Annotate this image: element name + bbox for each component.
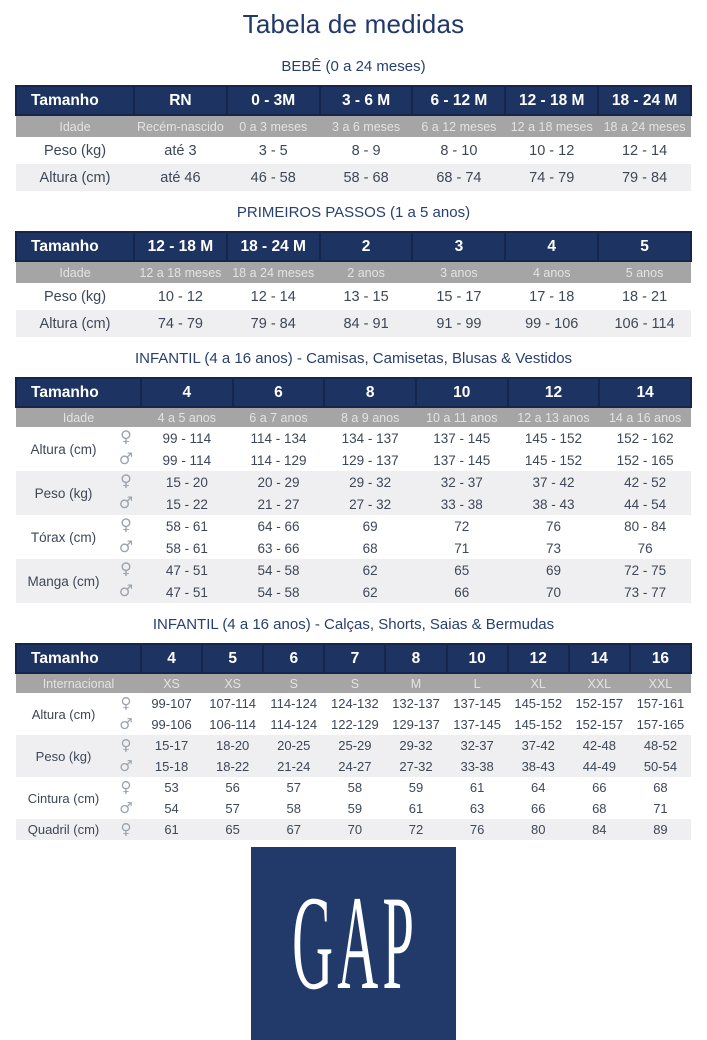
column-header: 12 - 18 M <box>134 232 227 261</box>
cell: 47 - 51 <box>141 559 233 581</box>
cell: 74 - 79 <box>134 310 227 337</box>
gender-cell <box>111 714 141 735</box>
cell: 33 - 38 <box>416 493 508 515</box>
column-header: 6 <box>263 644 324 673</box>
section-infantil-calcas <box>0 616 707 840</box>
column-header: Tamanho <box>16 232 134 261</box>
cell: 145-152 <box>508 693 569 714</box>
cell: 76 <box>447 819 508 840</box>
female-icon: ♀ <box>120 515 132 534</box>
male-icon: ♂ <box>118 581 134 600</box>
cell: 68 <box>324 537 416 559</box>
subheader-cell: 2 anos <box>320 261 413 283</box>
subheader-cell: 6 a 12 meses <box>412 115 505 137</box>
cell: 57 <box>263 777 324 798</box>
cell: 25-29 <box>324 735 385 756</box>
column-header: 16 <box>630 644 691 673</box>
subheader-label: Idade <box>16 261 134 283</box>
cell: 58 - 61 <box>141 537 233 559</box>
column-header: 12 <box>508 378 600 407</box>
cell: 114 - 134 <box>233 427 325 449</box>
cell: 84 - 91 <box>320 310 413 337</box>
cell: 18 - 21 <box>598 283 691 310</box>
column-header: 18 - 24 M <box>598 86 691 115</box>
cell: 76 <box>599 537 691 559</box>
cell: 68 - 74 <box>412 164 505 191</box>
cell: 15-17 <box>141 735 202 756</box>
row-label: Peso (kg) <box>16 735 111 777</box>
cell: 15 - 20 <box>141 471 233 493</box>
cell: 66 <box>569 777 630 798</box>
column-header: 5 <box>202 644 263 673</box>
gender-cell <box>111 427 141 449</box>
row-label: Altura (cm) <box>16 164 134 191</box>
cell: 38 - 43 <box>508 493 600 515</box>
gender-cell <box>111 798 141 819</box>
column-header: 3 <box>412 232 505 261</box>
gender-cell <box>111 559 141 581</box>
cell: 18-22 <box>202 756 263 777</box>
cell: 13 - 15 <box>320 283 413 310</box>
cell: 79 - 84 <box>598 164 691 191</box>
cell: 124-132 <box>324 693 385 714</box>
cell: 64 <box>508 777 569 798</box>
cell: 71 <box>416 537 508 559</box>
subheader-cell: 18 a 24 meses <box>598 115 691 137</box>
header-row <box>16 378 691 407</box>
size-chart-page <box>0 9 707 1040</box>
cell: 56 <box>202 777 263 798</box>
cell: 107-114 <box>202 693 263 714</box>
table-row <box>16 798 691 819</box>
subheader-cell: 4 anos <box>505 261 598 283</box>
subheader-cell: 12 a 18 meses <box>134 261 227 283</box>
column-header: 12 <box>508 644 569 673</box>
cell: 21 - 27 <box>233 493 325 515</box>
cell: 54 - 58 <box>233 581 325 603</box>
cell: 99 - 106 <box>505 310 598 337</box>
cell: 42 - 52 <box>599 471 691 493</box>
gender-cell <box>111 693 141 714</box>
cell: 20 - 29 <box>233 471 325 493</box>
gap-logo <box>251 847 456 1040</box>
cell: 58 <box>263 798 324 819</box>
table-row <box>16 283 691 310</box>
subheader-cell: 10 a 11 anos <box>416 407 508 427</box>
cell: 37-42 <box>508 735 569 756</box>
table-row <box>16 515 691 537</box>
section-title: BEBÊ (0 a 24 meses) <box>281 58 426 75</box>
male-icon: ♂ <box>119 798 133 817</box>
male-icon: ♂ <box>119 756 133 775</box>
cell: 61 <box>385 798 446 819</box>
cell: 20-25 <box>263 735 324 756</box>
table-infantil-camisas <box>15 377 692 603</box>
column-header: 8 <box>385 644 446 673</box>
table-row <box>16 777 691 798</box>
table-row <box>16 756 691 777</box>
section-title: PRIMEIROS PASSOS (1 a 5 anos) <box>236 204 471 221</box>
section-infantil-camisas <box>0 350 707 603</box>
cell: 57 <box>202 798 263 819</box>
cell: 54 <box>141 798 202 819</box>
cell: 72 <box>416 515 508 537</box>
column-header: 6 <box>233 378 325 407</box>
subheader-cell: Recém-nascido <box>134 115 227 137</box>
cell: 18-20 <box>202 735 263 756</box>
cell: 129 - 137 <box>324 449 416 471</box>
table-row <box>16 471 691 493</box>
cell: 62 <box>324 559 416 581</box>
gender-cell <box>111 756 141 777</box>
row-label: Tórax (cm) <box>16 515 111 559</box>
header-row <box>16 232 691 261</box>
column-header: Tamanho <box>16 86 134 115</box>
female-icon: ♀ <box>120 471 132 490</box>
cell: 59 <box>385 777 446 798</box>
cell: 70 <box>508 581 600 603</box>
cell: 54 - 58 <box>233 559 325 581</box>
gender-cell <box>111 735 141 756</box>
female-icon: ♀ <box>120 735 132 754</box>
cell: 122-129 <box>324 714 385 735</box>
cell: 47 - 51 <box>141 581 233 603</box>
row-label: Cintura (cm) <box>16 777 111 819</box>
table-row <box>16 427 691 449</box>
female-icon: ♀ <box>120 559 132 578</box>
column-header: Tamanho <box>16 378 141 407</box>
column-header: 2 <box>320 232 413 261</box>
column-header: 5 <box>598 232 691 261</box>
cell: 74 - 79 <box>505 164 598 191</box>
cell: 58 - 61 <box>141 515 233 537</box>
cell: 99 - 114 <box>141 427 233 449</box>
table-row <box>16 449 691 471</box>
gender-cell <box>111 449 141 471</box>
header-row <box>16 644 691 673</box>
subheader-cell: XXL <box>630 673 691 693</box>
table-row <box>16 310 691 337</box>
row-label: Peso (kg) <box>16 471 111 515</box>
table-row <box>16 137 691 164</box>
row-label: Manga (cm) <box>16 559 111 603</box>
cell: 37 - 42 <box>508 471 600 493</box>
subheader-cell: XS <box>141 673 202 693</box>
cell: 72 <box>385 819 446 840</box>
cell: 12 - 14 <box>227 283 320 310</box>
gender-cell <box>111 493 141 515</box>
subheader-cell: XL <box>508 673 569 693</box>
cell: 91 - 99 <box>412 310 505 337</box>
cell: 8 - 9 <box>320 137 413 164</box>
gap-logo-text: GAP <box>292 869 419 1018</box>
cell: 99-107 <box>141 693 202 714</box>
cell: 145 - 152 <box>508 427 600 449</box>
subheader-cell: 0 a 3 meses <box>227 115 320 137</box>
cell: 68 <box>569 798 630 819</box>
column-header: 6 - 12 M <box>412 86 505 115</box>
gender-cell <box>111 471 141 493</box>
cell: 84 <box>569 819 630 840</box>
cell: 67 <box>263 819 324 840</box>
column-header: 10 <box>416 378 508 407</box>
cell: 12 - 14 <box>598 137 691 164</box>
row-label: Peso (kg) <box>16 137 134 164</box>
table-row <box>16 819 691 840</box>
cell: 53 <box>141 777 202 798</box>
column-header: 14 <box>569 644 630 673</box>
subheader-row <box>16 673 691 693</box>
subheader-cell: 12 a 18 meses <box>505 115 598 137</box>
subheader-cell: M <box>385 673 446 693</box>
header-row <box>16 86 691 115</box>
cell: 58 <box>324 777 385 798</box>
subheader-cell: 4 a 5 anos <box>141 407 233 427</box>
table-row <box>16 714 691 735</box>
cell: 132-137 <box>385 693 446 714</box>
subheader-label: Idade <box>16 115 134 137</box>
cell: 8 - 10 <box>412 137 505 164</box>
cell: 64 - 66 <box>233 515 325 537</box>
table-row <box>16 559 691 581</box>
section-primeiros-passos <box>0 204 707 337</box>
female-icon: ♀ <box>120 693 132 712</box>
cell: 68 <box>630 777 691 798</box>
cell: 145 - 152 <box>508 449 600 471</box>
gender-cell <box>111 581 141 603</box>
page-title: Tabela de medidas <box>242 9 465 39</box>
table-row <box>16 537 691 559</box>
cell: 106 - 114 <box>598 310 691 337</box>
cell: até 46 <box>134 164 227 191</box>
section-title: INFANTIL (4 a 16 anos) - Calças, Shorts, Saias & Bermudas <box>152 616 555 633</box>
female-icon: ♀ <box>120 427 132 446</box>
cell: 61 <box>141 819 202 840</box>
cell: 99-106 <box>141 714 202 735</box>
cell: 70 <box>324 819 385 840</box>
cell: 129-137 <box>385 714 446 735</box>
subheader-cell: 8 a 9 anos <box>324 407 416 427</box>
cell: 15-18 <box>141 756 202 777</box>
cell: 157-165 <box>630 714 691 735</box>
table-row <box>16 164 691 191</box>
cell: 76 <box>508 515 600 537</box>
cell: 48-52 <box>630 735 691 756</box>
cell: 24-27 <box>324 756 385 777</box>
column-header: 4 <box>141 644 202 673</box>
cell: 80 <box>508 819 569 840</box>
table-row <box>16 581 691 603</box>
cell: 152-157 <box>569 693 630 714</box>
subheader-cell: 18 a 24 meses <box>227 261 320 283</box>
cell: 29-32 <box>385 735 446 756</box>
cell: 114-124 <box>263 693 324 714</box>
cell: 27 - 32 <box>324 493 416 515</box>
cell: 33-38 <box>447 756 508 777</box>
table-infantil-calcas <box>15 643 692 840</box>
table-bebe <box>15 85 692 191</box>
subheader-cell: L <box>447 673 508 693</box>
cell: 42-48 <box>569 735 630 756</box>
subheader-cell: 14 a 16 anos <box>599 407 691 427</box>
table-row <box>16 735 691 756</box>
cell: 69 <box>324 515 416 537</box>
cell: 44 - 54 <box>599 493 691 515</box>
subheader-cell: S <box>324 673 385 693</box>
gender-cell <box>111 515 141 537</box>
cell: 73 <box>508 537 600 559</box>
cell: 10 - 12 <box>505 137 598 164</box>
cell: 72 - 75 <box>599 559 691 581</box>
cell: 137-145 <box>447 693 508 714</box>
cell: 46 - 58 <box>227 164 320 191</box>
subheader-cell: 6 a 7 anos <box>233 407 325 427</box>
column-header: 8 <box>324 378 416 407</box>
cell: 29 - 32 <box>324 471 416 493</box>
cell: 66 <box>416 581 508 603</box>
subheader-cell: 5 anos <box>598 261 691 283</box>
cell: 65 <box>416 559 508 581</box>
cell: 152 - 162 <box>599 427 691 449</box>
cell: 137 - 145 <box>416 449 508 471</box>
cell: 152 - 165 <box>599 449 691 471</box>
column-header: 7 <box>324 644 385 673</box>
cell: 137 - 145 <box>416 427 508 449</box>
row-label: Quadril (cm) <box>16 819 111 840</box>
column-header: 4 <box>505 232 598 261</box>
cell: 44-49 <box>569 756 630 777</box>
cell: 17 - 18 <box>505 283 598 310</box>
female-icon: ♀ <box>120 777 132 796</box>
cell: até 3 <box>134 137 227 164</box>
cell: 106-114 <box>202 714 263 735</box>
subheader-cell: XXL <box>569 673 630 693</box>
cell: 80 - 84 <box>599 515 691 537</box>
male-icon: ♂ <box>118 449 134 468</box>
cell: 3 - 5 <box>227 137 320 164</box>
cell: 59 <box>324 798 385 819</box>
cell: 99 - 114 <box>141 449 233 471</box>
cell: 157-161 <box>630 693 691 714</box>
cell: 50-54 <box>630 756 691 777</box>
cell: 38-43 <box>508 756 569 777</box>
cell: 89 <box>630 819 691 840</box>
cell: 32 - 37 <box>416 471 508 493</box>
cell: 63 <box>447 798 508 819</box>
row-label: Altura (cm) <box>16 693 111 735</box>
cell: 21-24 <box>263 756 324 777</box>
cell: 61 <box>447 777 508 798</box>
table-row <box>16 693 691 714</box>
subheader-cell: 3 a 6 meses <box>320 115 413 137</box>
cell: 114-124 <box>263 714 324 735</box>
gender-cell <box>111 777 141 798</box>
column-header: 0 - 3M <box>227 86 320 115</box>
cell: 79 - 84 <box>227 310 320 337</box>
gender-cell <box>111 537 141 559</box>
tables-container <box>0 58 707 840</box>
table-primeiros-passos <box>15 231 692 337</box>
column-header: 3 - 6 M <box>320 86 413 115</box>
subheader-label: Internacional <box>16 673 141 693</box>
female-icon: ♀ <box>120 819 132 838</box>
row-label: Altura (cm) <box>16 427 111 471</box>
column-header: 12 - 18 M <box>505 86 598 115</box>
cell: 66 <box>508 798 569 819</box>
cell: 134 - 137 <box>324 427 416 449</box>
table-row <box>16 493 691 515</box>
subheader-label: Idade <box>16 407 141 427</box>
subheader-cell: S <box>263 673 324 693</box>
column-header: 4 <box>141 378 233 407</box>
column-header: Tamanho <box>16 644 141 673</box>
cell: 15 - 17 <box>412 283 505 310</box>
subheader-row <box>16 261 691 283</box>
section-title: INFANTIL (4 a 16 anos) - Camisas, Camisetas, Blusas & Vestidos <box>134 350 573 367</box>
subheader-row <box>16 115 691 137</box>
cell: 114 - 129 <box>233 449 325 471</box>
cell: 73 - 77 <box>599 581 691 603</box>
section-bebe <box>0 58 707 191</box>
cell: 62 <box>324 581 416 603</box>
cell: 65 <box>202 819 263 840</box>
column-header: 18 - 24 M <box>227 232 320 261</box>
cell: 15 - 22 <box>141 493 233 515</box>
cell: 58 - 68 <box>320 164 413 191</box>
male-icon: ♂ <box>118 493 134 512</box>
cell: 152-157 <box>569 714 630 735</box>
cell: 63 - 66 <box>233 537 325 559</box>
gender-cell <box>111 819 141 840</box>
subheader-cell: 3 anos <box>412 261 505 283</box>
cell: 71 <box>630 798 691 819</box>
row-label: Peso (kg) <box>16 283 134 310</box>
column-header: 14 <box>599 378 691 407</box>
column-header: RN <box>134 86 227 115</box>
cell: 27-32 <box>385 756 446 777</box>
subheader-cell: XS <box>202 673 263 693</box>
cell: 69 <box>508 559 600 581</box>
cell: 137-145 <box>447 714 508 735</box>
cell: 145-152 <box>508 714 569 735</box>
row-label: Altura (cm) <box>16 310 134 337</box>
column-header: 10 <box>447 644 508 673</box>
cell: 32-37 <box>447 735 508 756</box>
male-icon: ♂ <box>118 537 134 556</box>
cell: 10 - 12 <box>134 283 227 310</box>
subheader-row <box>16 407 691 427</box>
male-icon: ♂ <box>119 714 133 733</box>
subheader-cell: 12 a 13 anos <box>508 407 600 427</box>
